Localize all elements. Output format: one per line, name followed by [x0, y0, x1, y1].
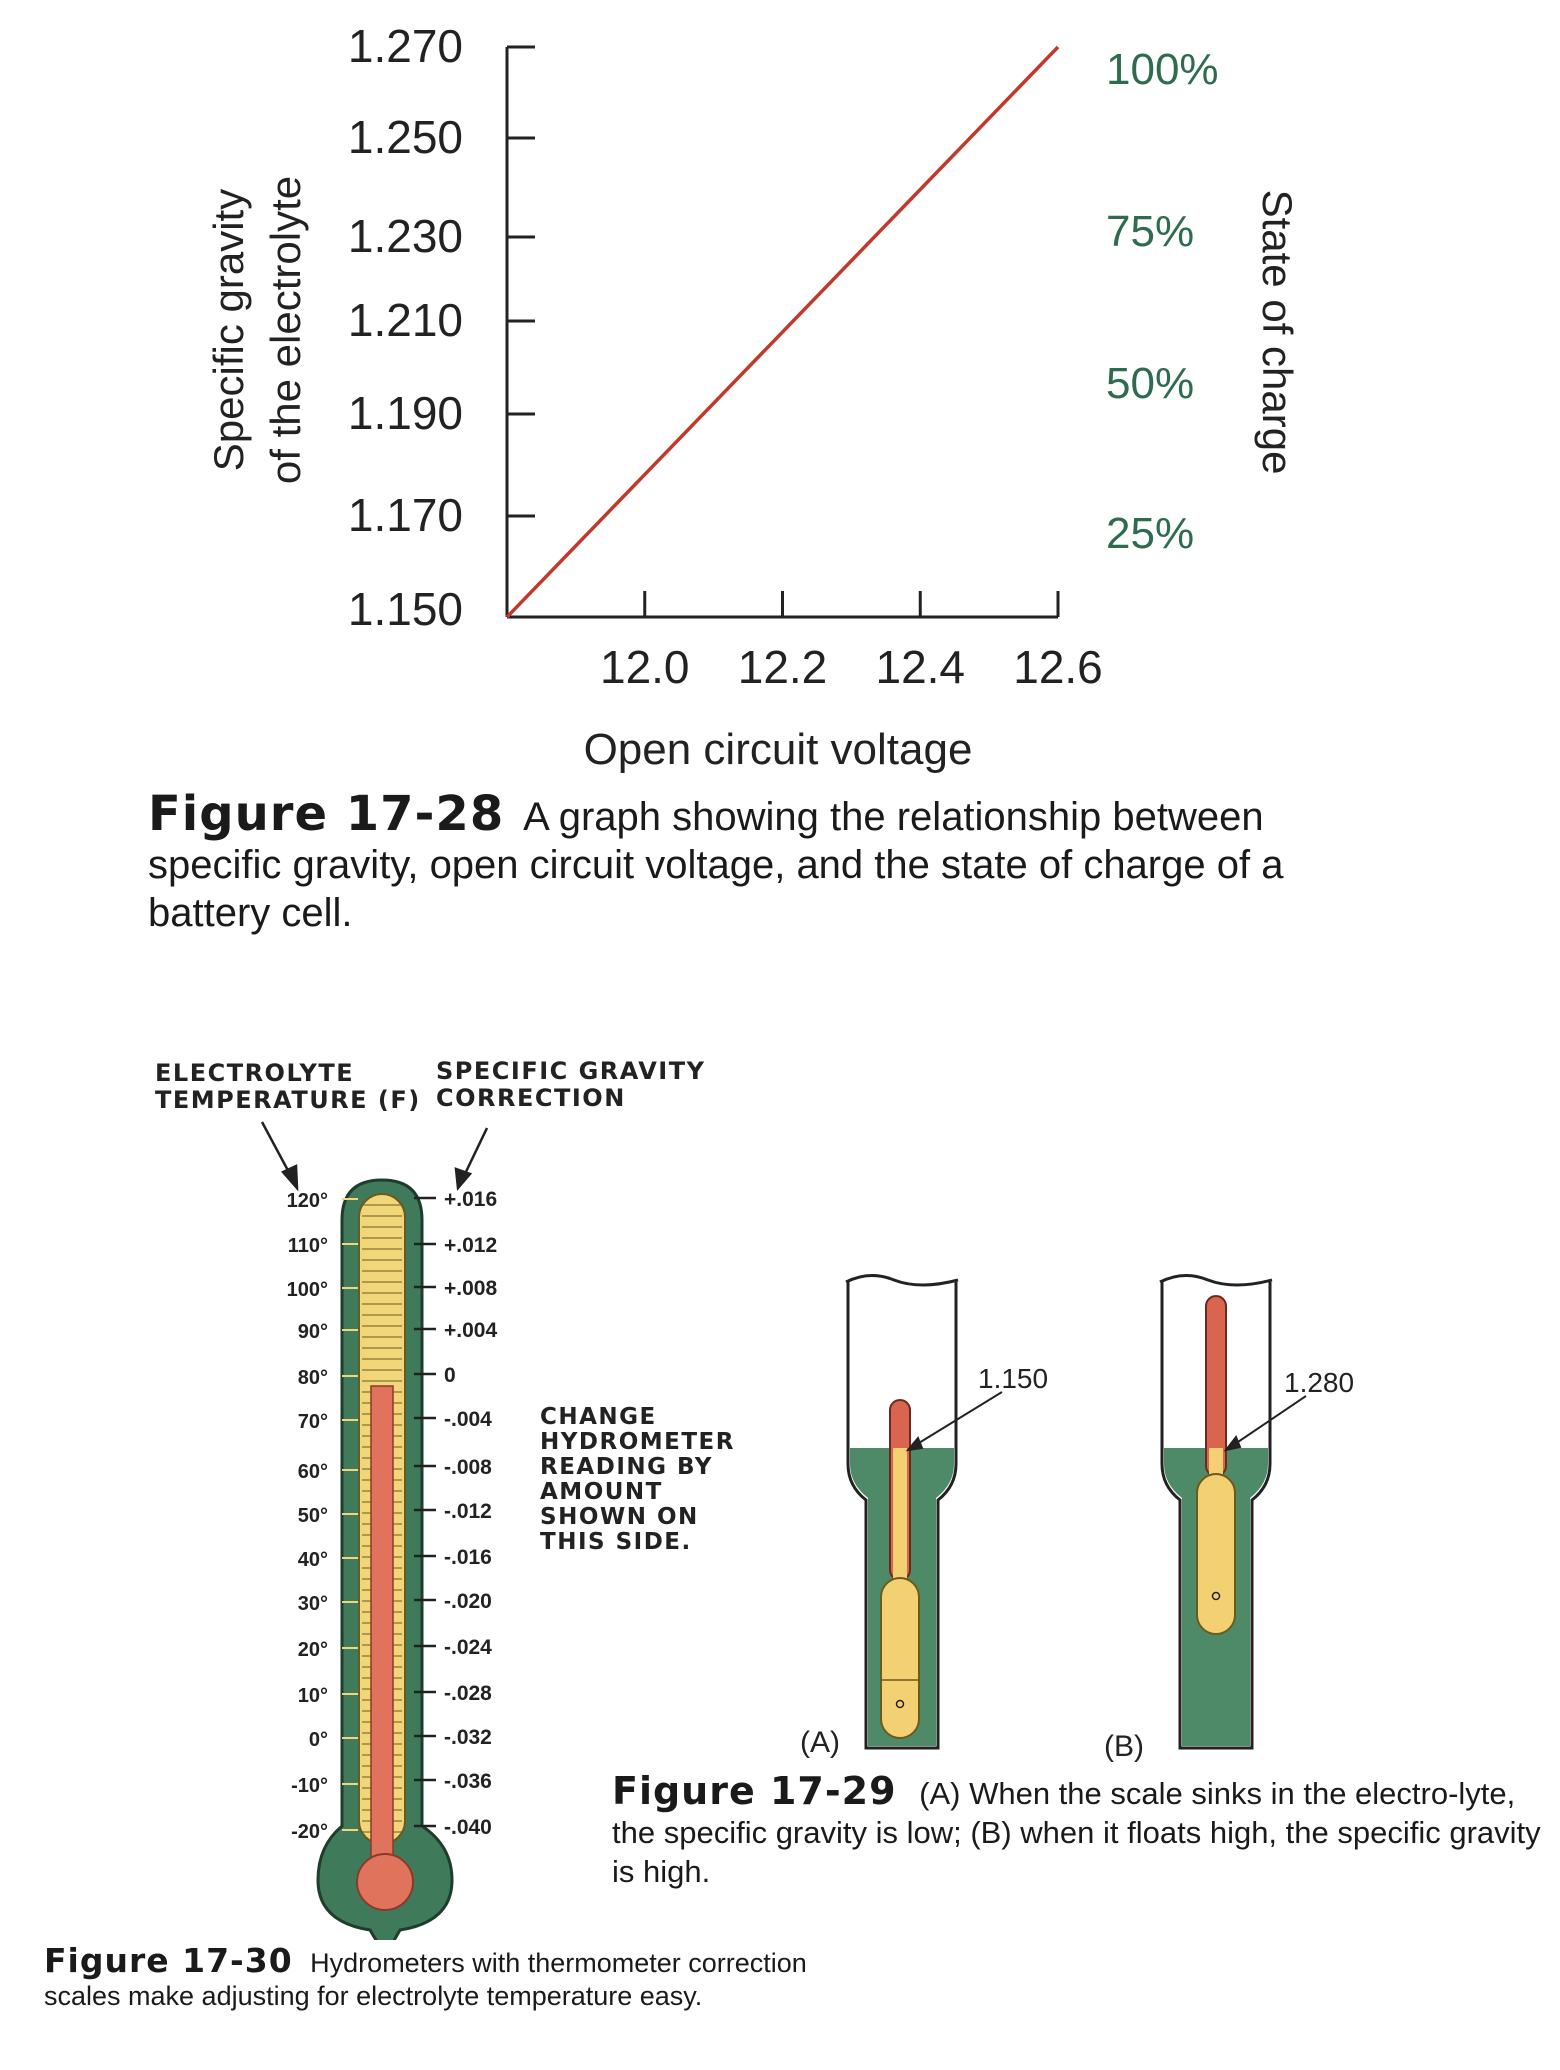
y-axis-label-line2: of the electrolyte — [262, 175, 309, 485]
temperature-tick-label: 110° — [287, 1235, 328, 1257]
hydrometer-b-label: (B) — [1104, 1730, 1144, 1763]
figure-17-28-caption — [148, 786, 1308, 937]
temperature-tick-label: 10° — [297, 1685, 328, 1707]
correction-tick-label: +.016 — [444, 1188, 498, 1211]
hydrometer-b-float — [1197, 1474, 1235, 1634]
hydrometer-a-label: (A) — [800, 1726, 840, 1759]
hydrometer-a-reading: 1.150 — [978, 1363, 1049, 1394]
figure-17-29-label: Figure 17-29 — [612, 1769, 897, 1813]
correction-tick-label: -.024 — [444, 1636, 492, 1659]
note-line: AMOUNT — [540, 1479, 663, 1505]
figure-17-28-chart — [0, 0, 1560, 790]
temperature-tick-label: 0° — [308, 1729, 328, 1751]
temperature-tick-label: 80° — [297, 1367, 328, 1389]
y-tick-label: 1.150 — [347, 583, 463, 635]
figure-17-30-label: Figure 17-30 — [44, 1941, 293, 1980]
series-line — [507, 47, 1058, 617]
correction-tick-label: -.040 — [444, 1816, 492, 1839]
temperature-tick-label: 20° — [297, 1639, 328, 1661]
temperature-tick-label: -10° — [291, 1775, 328, 1797]
state-of-charge-tick-label: 25% — [1106, 509, 1195, 558]
y-tick-label: 1.170 — [347, 489, 463, 541]
correction-tick-label: +.012 — [444, 1234, 498, 1257]
x-axis — [507, 591, 1103, 693]
correction-tick-label: -.032 — [444, 1726, 492, 1749]
correction-tick-label: -.036 — [444, 1770, 492, 1793]
y-axis-label-line1: Specific gravity — [205, 188, 252, 472]
note-line: SHOWN ON — [540, 1504, 699, 1530]
temperature-tick-label: -20° — [291, 1821, 328, 1843]
y-tick-label: 1.210 — [347, 294, 463, 346]
temperature-tick-label: 90° — [297, 1321, 328, 1343]
correction-tick-label: -.004 — [444, 1408, 492, 1431]
correction-tick-label: -.020 — [444, 1590, 492, 1613]
hydrometer-b-stem-scale — [1209, 1448, 1223, 1474]
note-line: READING BY — [540, 1454, 713, 1480]
state-of-charge-label: State of charge — [1254, 189, 1301, 475]
temperature-header-line2: TEMPERATURE (F) — [155, 1086, 421, 1114]
state-of-charge-tick-label: 50% — [1106, 359, 1195, 408]
x-tick-label: 12.0 — [599, 641, 690, 693]
x-tick-label: 12.2 — [737, 641, 828, 693]
figure-17-30-caption — [44, 1941, 864, 2013]
figure-17-28-text: A graph showing the relationship between specific gravity, open circuit voltage, and the state of charge of a battery cell. — [148, 795, 1284, 935]
y-tick-label: 1.250 — [347, 111, 463, 163]
hydrometer-a — [846, 1275, 1002, 1748]
hydrometer-a-float — [881, 1578, 919, 1738]
hydrometer-a-stem-scale — [893, 1448, 907, 1580]
mercury-bulb — [357, 1854, 413, 1910]
hydrometer-b-reading: 1.280 — [1284, 1367, 1355, 1398]
temperature-tick-label: 100° — [286, 1279, 328, 1301]
correction-tick-label: +.008 — [444, 1277, 498, 1300]
figure-17-28-label: Figure 17-28 — [148, 786, 505, 842]
hydrometer-b — [1160, 1275, 1306, 1748]
state-of-charge-tick-label: 75% — [1106, 207, 1195, 256]
temperature-tick-label: 70° — [297, 1411, 328, 1433]
y-axis — [348, 20, 535, 635]
temperature-tick-label: 30° — [297, 1593, 328, 1615]
x-tick-label: 12.4 — [875, 641, 966, 693]
temperature-tick-label: 120° — [286, 1190, 328, 1212]
correction-tick-label: -.008 — [444, 1456, 492, 1479]
state-of-charge-tick-label: 100% — [1106, 45, 1219, 94]
x-axis-label: Open circuit voltage — [583, 725, 973, 774]
x-tick-label: 12.6 — [1013, 641, 1103, 693]
figure-17-30-text: Hydrometers with thermometer correction scales make adjusting for electrolyte temperature easy. — [44, 1948, 807, 2011]
temperature-tick-label: 60° — [297, 1461, 328, 1483]
correction-tick-label: +.004 — [444, 1319, 498, 1342]
temperature-tick-label: 50° — [297, 1505, 328, 1527]
temperature-scale — [287, 1190, 328, 1843]
note-line: HYDROMETER — [540, 1429, 735, 1455]
correction-header-line2: CORRECTION — [436, 1084, 626, 1112]
plot-area — [507, 47, 1058, 617]
y-tick-label: 1.190 — [347, 387, 463, 439]
y-tick-label: 1.270 — [347, 20, 463, 72]
temperature-arrow — [262, 1122, 297, 1188]
correction-tick-label: -.012 — [444, 1500, 492, 1523]
mercury-column — [371, 1386, 393, 1886]
figure-17-29-caption — [612, 1769, 1542, 1891]
note-line: CHANGE — [540, 1404, 657, 1430]
note-line: THIS SIDE. — [540, 1529, 692, 1555]
y-tick-label: 1.230 — [347, 210, 463, 262]
state-of-charge-axis — [1106, 45, 1219, 558]
correction-scale — [414, 1188, 497, 1839]
figure-17-29-text: (A) When the scale sinks in the electro-lyte, the specific gravity is low; (B) when it floats high, the specific gravity is high. — [612, 1776, 1541, 1889]
correction-tick-label: 0 — [444, 1364, 456, 1387]
correction-tick-label: -.016 — [444, 1546, 492, 1569]
correction-arrow — [456, 1128, 487, 1188]
temperature-header-line1: ELECTROLYTE — [155, 1059, 355, 1087]
correction-tick-label: -.028 — [444, 1682, 492, 1705]
temperature-tick-label: 40° — [297, 1549, 328, 1571]
correction-header-line1: SPECIFIC GRAVITY — [436, 1057, 706, 1085]
